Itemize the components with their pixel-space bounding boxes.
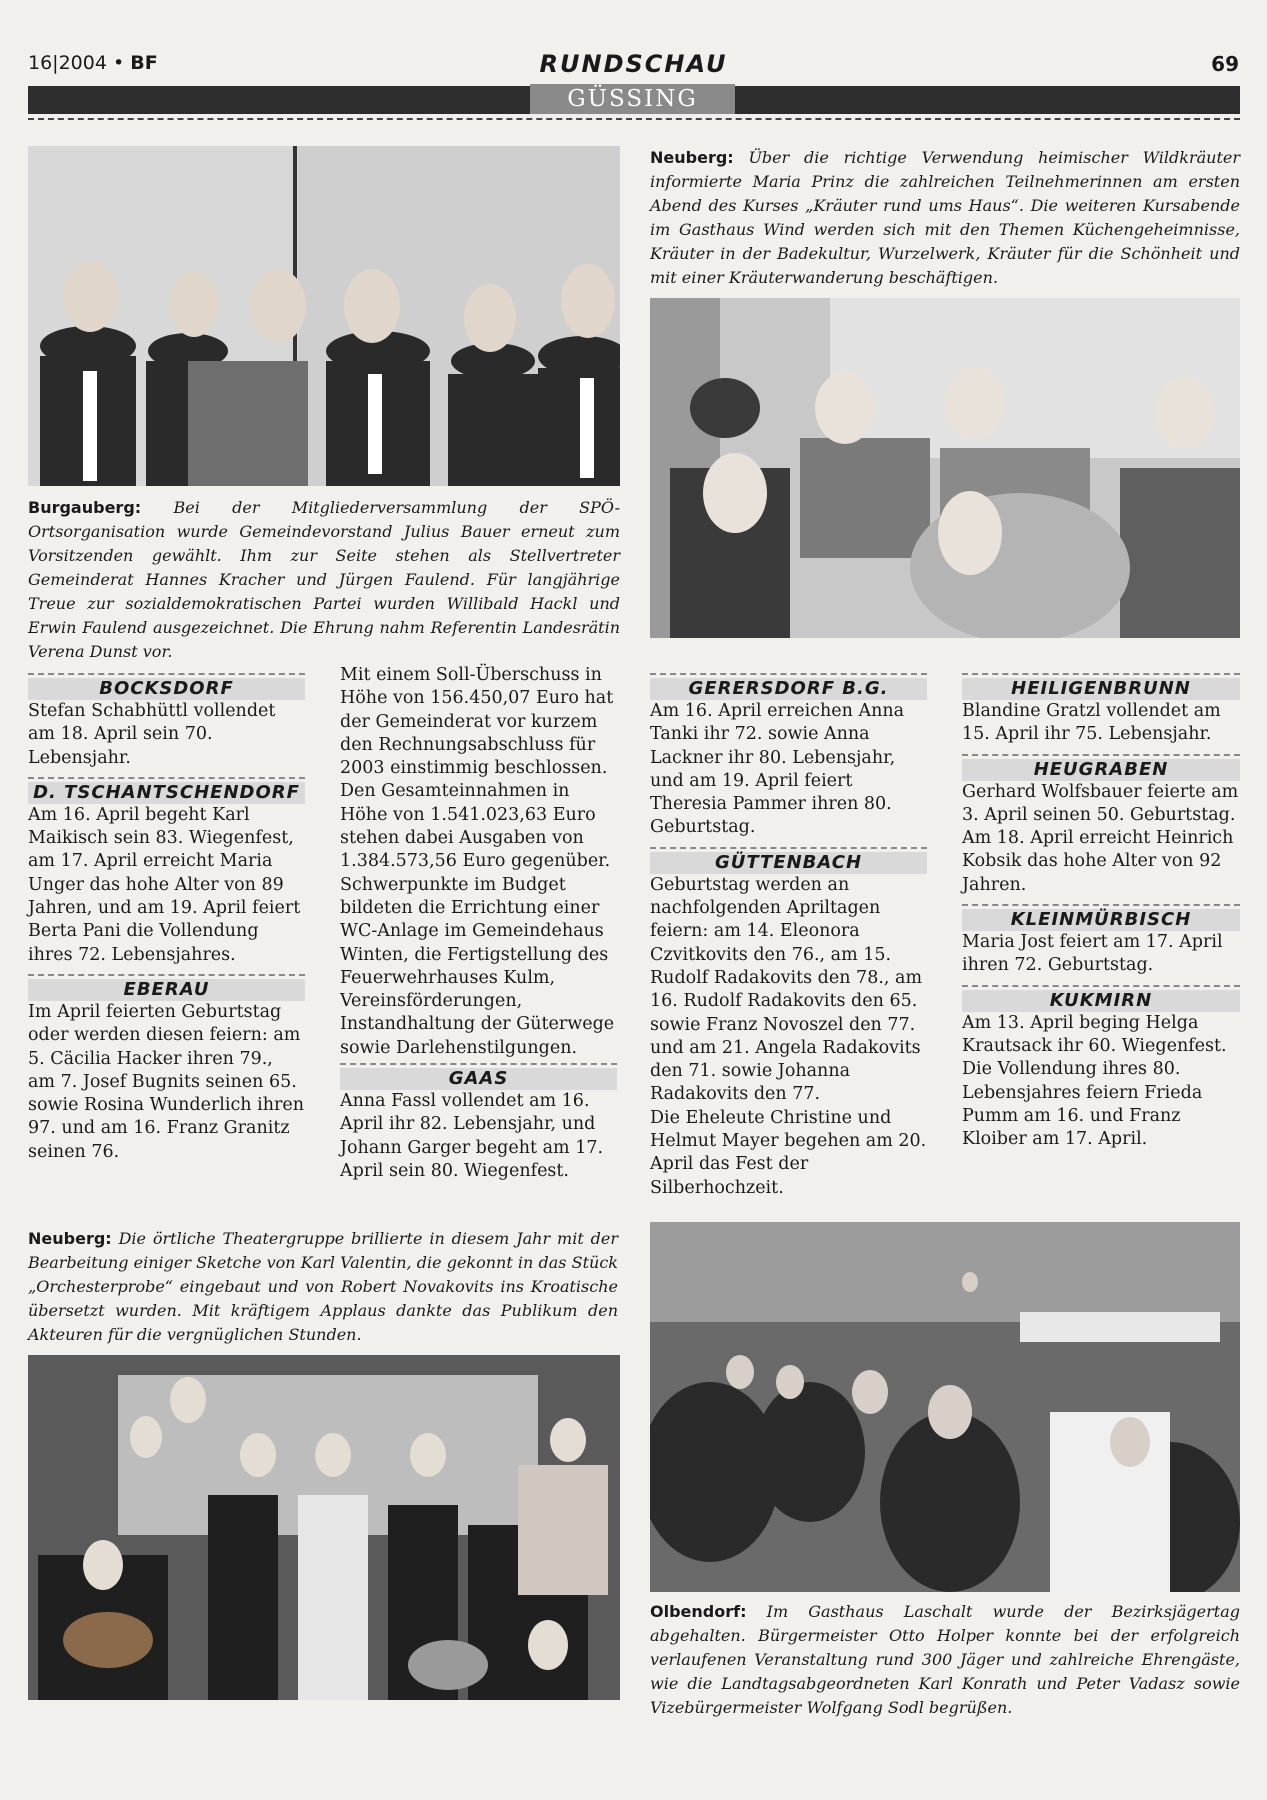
caption-text: Die örtliche Theatergruppe brillierte in diesem Jahr mit der Bearbeitung einiger Sketche von Karl Valentin, die gekonnt in das Stück „Orchesterprobe“ eingebaut und von Robert Novakovits ins Kroatische übersetzt wurden. Mit kräftigem Applaus dankte das Publikum den Akteuren für die vergnüglichen Stunden. bbox=[28, 1229, 619, 1344]
photo-neuberg-herbs-course bbox=[650, 298, 1240, 638]
section-gerersdorf bbox=[650, 670, 927, 840]
section-eberau bbox=[28, 971, 305, 1164]
caption-text: Über die richtige Verwendung heimischer Wildkräuter informierte Maria Prinz die zahlreichen Teilnehmerinnen am ersten Abend des Kurses „Kräuter rund ums Haus“. Die weiteren Kursabende im Gasthaus Wind werden sich mit den Themen Küchengeheimnisse, Kräuter in der Badekultur, Wurzelwerk, Kräuter für die Schönheit und mit einer Kräuterwanderung beschäftigen. bbox=[650, 148, 1240, 287]
section-text: Am 13. April beging Helga Krautsack ihr 60. Wiegenfest. Die Vollendung ihres 80. Lebensjahres feiern Frieda Pumm am 16. und Franz Kloiber am 17. April. bbox=[962, 1012, 1227, 1150]
section-guettenbach bbox=[650, 844, 927, 1200]
photo-burgauberg-group bbox=[28, 146, 620, 486]
publication-name: BF bbox=[130, 52, 158, 74]
section-text: Geburtstag werden an nachfolgenden Apriltagen feiern: am 14. Eleonora Czvitkovits den 76., am 15. Rudolf Radakovits den 78., am 16. Rudolf Radakovits den 65. sowie Franz Novoszel den 77. und am 21. Angela Radakovits den 71. sowie Johanna Radakovits den 77. bbox=[650, 874, 923, 1105]
section-text: Maria Jost feiert am 17. April ihren 72. Geburtstag. bbox=[962, 932, 1223, 976]
section-d-tschantschendorf bbox=[28, 774, 305, 967]
section-text: Am 16. April begeht Karl Maikisch sein 83. Wiegenfest, am 17. April erreicht Maria Unger das hohe Alter von 89 Jahren, und am 19. April feiert Berta Pani die Vollendung ihres 72. Lebensjahres. bbox=[28, 804, 301, 965]
budget-report-text: Mit einem Soll-Überschuss in Höhe von 156.450,07 Euro hat der Gemeinderat vor kurzem den Rechnungsabschluss für 2003 einstimmig beschlossen. Den Gesamteinnahmen in Höhe von 1.541.023,63 Euro stehen dabei Ausgaben von 1.384.573,56 Euro gegenüber. Schwerpunkte im Budget bildeten die Errichtung einer WC-Anlage im Gemeindehaus Winten, die Fertigstellung des Feuerwehrhauses Kulm, Vereinsförderungen, Instandhaltung der Güterwege sowie Darlehenstilgungen. bbox=[340, 665, 615, 1058]
column-3 bbox=[650, 670, 927, 1204]
section-bocksdorf bbox=[28, 670, 305, 770]
caption-place: Neuberg: bbox=[28, 1229, 112, 1248]
section-heading: KLEINMÜRBISCH bbox=[962, 909, 1240, 931]
section-text: Anna Fassl vollendet am 16. April ihr 82. Lebensjahr, und Johann Garger begeht am 17. April sein 80. Wiegenfest. bbox=[340, 1091, 604, 1181]
caption-burgauberg bbox=[28, 496, 620, 664]
caption-place: Burgauberg: bbox=[28, 498, 142, 517]
section-heading: BOCKSDORF bbox=[28, 678, 305, 700]
caption-olbendorf bbox=[650, 1600, 1240, 1720]
column-1 bbox=[28, 670, 305, 1168]
section-text: Stefan Schabhüttl vollendet am 18. April sein 70. Lebensjahr. bbox=[28, 701, 276, 768]
section-text: Am 16. April erreichen Anna Tanki ihr 72. sowie Anna Lackner ihr 80. Lebensjahr, und am 19. April feiert Theresia Pammer ihren 80. Geburtstag. bbox=[650, 701, 905, 838]
caption-place: Neuberg: bbox=[650, 148, 734, 167]
section-text: Gerhard Wolfsbauer feierte am 3. April seinen 50. Geburtstag. Am 18. April erreicht Heinrich Kobsik das hohe Alter von 92 Jahren. bbox=[962, 781, 1239, 895]
photo-neuberg-theatre bbox=[28, 1355, 620, 1700]
caption-neuberg-herbs bbox=[650, 146, 1240, 290]
section-title: RUNDSCHAU bbox=[539, 50, 728, 78]
region-label: GÜSSING bbox=[530, 84, 735, 114]
section-heading: D. TSCHANTSCHENDORF bbox=[28, 782, 305, 804]
banner-divider bbox=[28, 118, 1240, 120]
section-heading: GAAS bbox=[340, 1068, 617, 1090]
caption-text: Im Gasthaus Laschalt wurde der Bezirksjägertag abgehalten. Bürgermeister Otto Holper konnte bei der erfolgreich verlaufenen Veranstaltung rund 300 Jäger und zahlreiche Ehrengäste, wie die Landtagsabgeordneten Karl Konrath und Peter Vadasz sowie Vizebürgermeister Wolfgang Sodl begrüßen. bbox=[650, 1602, 1240, 1717]
section-text: Im April feierten Geburtstag oder werden diesen feiern: am 5. Cäcilia Hacker ihren 79., am 7. Josef Bugnits seinen 65. sowie Rosina Wunderlich ihren 97. und am 16. Franz Granitz seinen 76. bbox=[28, 1001, 305, 1162]
section-heading: KUKMIRN bbox=[962, 990, 1240, 1012]
caption-text: Bei der Mitgliederversammlung der SPÖ-Ortsorganisation wurde Gemeindevorstand Julius Bauer erneut zum Vorsitzenden gewählt. Ihm zur Seite stehen als Stellvertreter Gemeinderat Hannes Kracher und Jürgen Faulend. Für langjährige Treue zur sozialdemokratischen Partei wurden Willibald Hackl und Erwin Faulend ausgezeichnet. Die Ehrung nahm Referentin Landesrätin Verena Dunst vor. bbox=[28, 498, 620, 661]
column-2 bbox=[340, 664, 617, 1187]
photo-olbendorf-hunters bbox=[650, 1222, 1240, 1592]
page-number: 69 bbox=[1211, 52, 1239, 76]
section-kleinmuerbisch bbox=[962, 901, 1240, 978]
section-gaas bbox=[340, 1060, 617, 1183]
caption-neuberg-theatre bbox=[28, 1227, 618, 1347]
section-kukmirn bbox=[962, 982, 1240, 1152]
section-heading: HEILIGENBRUNN bbox=[962, 678, 1240, 700]
section-text-extra: Die Eheleute Christine und Helmut Mayer begehen am 20. April das Fest der Silberhochzeit. bbox=[650, 1107, 927, 1198]
section-heugraben bbox=[962, 751, 1240, 897]
caption-place: Olbendorf: bbox=[650, 1602, 747, 1621]
section-heading: GERERSDORF B.G. bbox=[650, 678, 927, 700]
section-text: Blandine Gratzl vollendet am 15. April ihr 75. Lebensjahr. bbox=[962, 701, 1221, 745]
column-4 bbox=[962, 670, 1240, 1155]
section-heading: HEUGRABEN bbox=[962, 759, 1240, 781]
issue-label: 16|2004 • BF bbox=[28, 52, 158, 74]
section-heiligenbrunn bbox=[962, 670, 1240, 747]
section-heading: EBERAU bbox=[28, 979, 305, 1001]
section-heading: GÜTTENBACH bbox=[650, 852, 927, 874]
